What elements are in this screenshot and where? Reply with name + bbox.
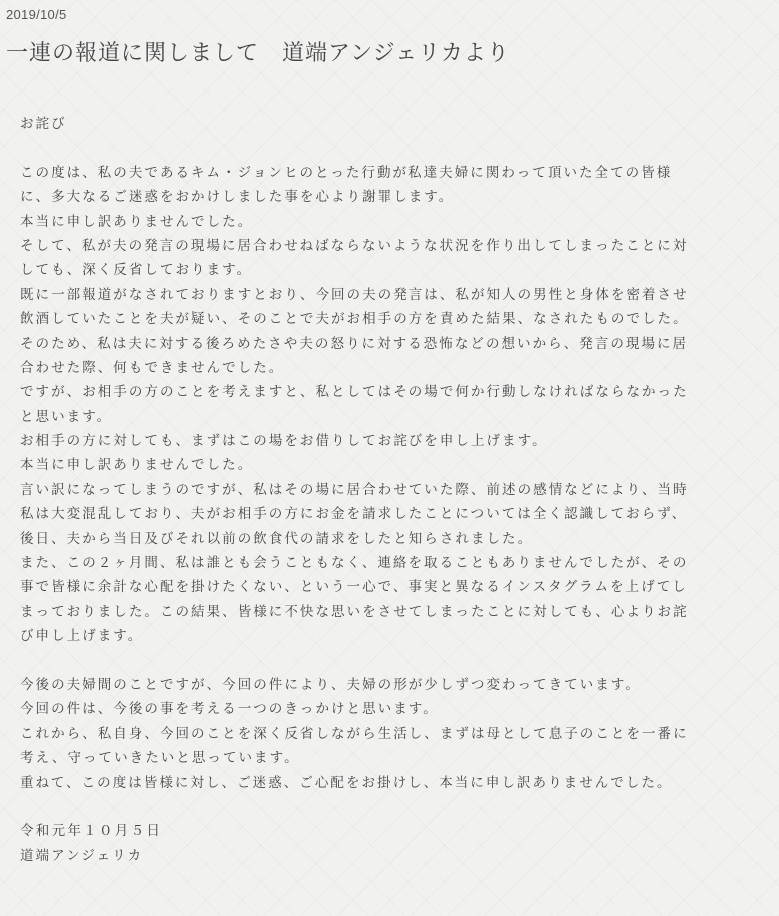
letter-line: 既に一部報道がなされておりますとおり、今回の夫の発言は、私が知人の男性と身体を密着させ (20, 286, 689, 303)
signoff-date: 令和元年１０月５日 (20, 823, 163, 840)
letter-line: これから、私自身、今回のことを深く反省しながら生活し、まずは母として息子のことを一番に (20, 725, 689, 742)
letter-heading: お詫び (20, 116, 67, 132)
letter-line: この度は、私の夫であるキム・ジョンヒのとった行動が私達夫婦に関わって頂いた全ての皆様 (20, 164, 673, 181)
letter-line: 飲酒していたことを夫が疑い、そのことで夫がお相手の方を責めた結果、なされたものでした。 (20, 311, 689, 328)
letter-line: 私は大変混乱しており、夫がお相手の方にお金を請求したことについては全く認識しておらず、 (20, 506, 688, 523)
letter-line: と思います。 (20, 408, 113, 425)
letter-line: また、この２ヶ月間、私は誰とも会うこともなく、連絡を取ることもありませんでしたが、その (20, 555, 689, 572)
letter-line: び申し上げます。 (20, 628, 144, 645)
letter-line: 合わせた際、何もできませんでした。 (20, 359, 285, 376)
paragraph-spacer (20, 136, 770, 160)
post-title: 一連の報道に関しまして 道端アンジェリカより (6, 41, 510, 66)
letter-paragraph-2 (20, 673, 770, 795)
letter-line: 言い訳になってしまうのですが、私はその場に居合わせていた際、前述の感情などにより、当時 (20, 481, 689, 498)
letter-line: 考え、守っていきたいと思っています。 (20, 750, 300, 767)
letter-line: に、多大なるご迷惑をおかけしました事を心より謝罪します。 (20, 189, 455, 206)
post-date: 2019/10/5 (6, 7, 67, 22)
letter-line: 本当に申し訳ありませんでした。 (20, 457, 254, 474)
letter-line: 重ねて、この度は皆様に対し、ご迷惑、ご心配をお掛けし、本当に申し訳ありませんでした。 (20, 774, 673, 791)
letter-line: そのため、私は夫に対する後ろめたさや夫の怒りに対する恐怖などの想いから、発言の現場に居 (20, 335, 689, 352)
letter-line: 事で皆様に余計な心配を掛けたくない、という一心で、事実と異なるインスタグラムを上げてし (20, 579, 688, 596)
letter-line: しても、深く反省しております。 (20, 262, 253, 279)
paragraph-spacer (20, 649, 770, 673)
letter-line: まっておりました。この結果、皆様に不快な思いをさせてしまったことに対しても、心よりお詫 (20, 603, 689, 620)
signoff-name: 道端アンジェリカ (20, 847, 144, 864)
letter-line: 今回の件は、今後の事を考える一つのきっかけと思います。 (20, 701, 439, 718)
paragraph-spacer (20, 795, 770, 819)
letter-line: そして、私が夫の発言の現場に居合わせねばならないような状況を作り出してしまったことに対 (20, 237, 689, 254)
letter-line: 本当に申し訳ありませんでした。 (20, 213, 254, 230)
letter-paragraph-1 (20, 161, 770, 649)
letter-line: 後日、夫から当日及びそれ以前の飲食代の請求をしたと知らされました。 (20, 530, 534, 547)
apology-letter (20, 112, 770, 868)
letter-line: ですが、お相手の方のことを考えますと、私としてはその場で何か行動しなければならなかった (20, 384, 689, 401)
letter-line: 今後の夫婦間のことですが、今回の件により、夫婦の形が少しずつ変わってきています。 (20, 676, 641, 693)
letter-line: お相手の方に対しても、まずはこの場をお借りしてお詫びを申し上げます。 (20, 433, 548, 450)
